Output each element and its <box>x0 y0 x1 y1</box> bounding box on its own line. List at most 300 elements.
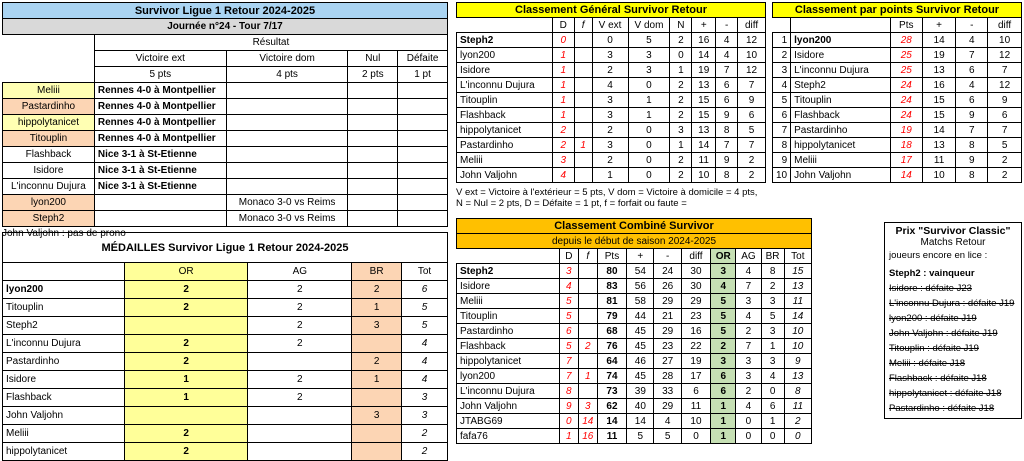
cell-pts: 64 <box>597 354 626 369</box>
cell-moins: 8 <box>716 168 738 183</box>
cell-tot: 4 <box>402 371 448 389</box>
cell-tot: 11 <box>784 294 811 309</box>
cell-plus: 44 <box>627 309 654 324</box>
cell-moins: 29 <box>654 324 681 339</box>
col-ag: AG <box>736 249 761 264</box>
prix-eliminated-item: Meliii : défaite J18 <box>889 358 966 369</box>
cell-moins: 7 <box>956 48 988 63</box>
table-row <box>457 264 812 279</box>
col-vdom: V dom <box>628 18 670 33</box>
pick-def <box>398 99 448 115</box>
player-pick: Nice 3-1 à St-Etienne <box>94 147 226 163</box>
cell-br: 1 <box>352 299 402 317</box>
classement-general-panel <box>456 2 766 209</box>
player-name: hippolytanicet <box>457 354 560 369</box>
player-name: Flashback <box>3 147 95 163</box>
cell-or: 5 <box>711 324 736 339</box>
table-row <box>3 389 448 407</box>
table-row <box>773 93 1022 108</box>
cell-vdom: 3 <box>628 48 670 63</box>
table-row <box>457 309 812 324</box>
cell-ag: 0 <box>736 429 761 444</box>
cell-br: 3 <box>761 294 784 309</box>
cell-d: 3 <box>552 153 574 168</box>
cell-ag: 7 <box>736 279 761 294</box>
cell-pts: 24 <box>890 93 922 108</box>
cell-d: 6 <box>559 324 578 339</box>
pick-nul <box>348 147 398 163</box>
cell-tot: 14 <box>784 309 811 324</box>
prix-eliminated-item: John Valjohn : défaite J19 <box>889 328 998 339</box>
table-row <box>773 78 1022 93</box>
rank: 6 <box>773 108 791 123</box>
pick-nul <box>348 163 398 179</box>
col-moins: - <box>956 18 988 33</box>
cell-br: 3 <box>352 407 402 425</box>
cell-vext: 3 <box>592 108 628 123</box>
player-name: lyon200 <box>457 369 560 384</box>
cell-d: 5 <box>559 339 578 354</box>
cell-plus: 40 <box>627 399 654 414</box>
cell-ag: 3 <box>736 294 761 309</box>
cell-moins: 21 <box>654 309 681 324</box>
table-row <box>773 48 1022 63</box>
player-name: L'inconnu Dujura <box>3 335 125 353</box>
cell-tot: 15 <box>784 264 811 279</box>
classement-points-panel <box>772 2 1022 183</box>
cell-diff: 5 <box>988 138 1022 153</box>
cell-plus: 46 <box>627 354 654 369</box>
cell-tot: 2 <box>784 414 811 429</box>
cell-ag: 3 <box>736 354 761 369</box>
cell-pts: 18 <box>890 138 922 153</box>
cell-tot: 2 <box>402 425 448 443</box>
cell-d: 1 <box>552 93 574 108</box>
table-row <box>3 179 448 195</box>
cell-d: 1 <box>552 48 574 63</box>
cell-plus: 13 <box>692 123 716 138</box>
pts-defaite: 1 pt <box>398 67 448 83</box>
cell-moins: 6 <box>716 93 738 108</box>
cell-diff: 6 <box>681 384 710 399</box>
col-plus: + <box>692 18 716 33</box>
table-row <box>457 399 812 414</box>
pick-nul <box>348 179 398 195</box>
col-moins: - <box>716 18 738 33</box>
cell-plus: 11 <box>922 153 956 168</box>
player-pick: Nice 3-1 à St-Etienne <box>94 163 226 179</box>
cell-f: 1 <box>578 369 597 384</box>
cell-diff: 16 <box>681 324 710 339</box>
cell-moins: 5 <box>654 429 681 444</box>
col-diff: diff <box>681 249 710 264</box>
cell-moins: 7 <box>716 63 738 78</box>
classement-points-table <box>772 2 1022 183</box>
cell-diff: 7 <box>988 63 1022 78</box>
cell-plus: 19 <box>922 48 956 63</box>
survivor-footer-note: John Valjohn : pas de prono <box>2 228 126 239</box>
cell-or: 1 <box>711 414 736 429</box>
player-name: fafa76 <box>457 429 560 444</box>
pick-def <box>398 147 448 163</box>
col-empty <box>791 18 891 33</box>
rank: 1 <box>773 33 791 48</box>
table-row <box>3 353 448 371</box>
cell-diff: 7 <box>988 123 1022 138</box>
player-name: L'inconnu Dujura <box>457 384 560 399</box>
player-name: lyon200 <box>791 33 891 48</box>
cell-moins: 33 <box>654 384 681 399</box>
cell-or: 2 <box>124 443 248 461</box>
player-name: Meliii <box>457 294 560 309</box>
cell-plus: 13 <box>922 63 956 78</box>
pick-dom <box>226 163 348 179</box>
table-row <box>773 33 1022 48</box>
player-name: hippolytanicet <box>3 115 95 131</box>
cell-plus: 5 <box>627 429 654 444</box>
cell-vdom: 3 <box>628 63 670 78</box>
cell-n: 3 <box>670 123 692 138</box>
cell-moins: 6 <box>956 63 988 78</box>
table-row <box>457 219 812 234</box>
cell-diff: 9 <box>738 93 766 108</box>
cell-br <box>352 389 402 407</box>
cell-tot: 3 <box>402 389 448 407</box>
pick-nul <box>348 211 398 227</box>
table-row <box>3 211 448 227</box>
prix-eliminated-item: hippolytanicet : défaite J18 <box>889 388 1002 399</box>
cell-pts: 19 <box>890 123 922 138</box>
classement-combine-table <box>456 218 812 444</box>
cell-f <box>574 153 592 168</box>
rank: 3 <box>773 63 791 78</box>
cell-moins: 9 <box>716 153 738 168</box>
cell-pts: 14 <box>597 414 626 429</box>
cell-diff: 19 <box>681 354 710 369</box>
player-name: Steph2 <box>3 211 95 227</box>
col-br: BR <box>761 249 784 264</box>
cell-pts: 14 <box>890 168 922 183</box>
cell-diff: 30 <box>681 279 710 294</box>
table-row <box>3 51 448 67</box>
cell-f: 16 <box>578 429 597 444</box>
cell-d: 9 <box>559 399 578 414</box>
cell-f <box>578 384 597 399</box>
cell-plus: 14 <box>692 48 716 63</box>
cell-plus: 10 <box>922 168 956 183</box>
cell-ag: 2 <box>248 299 352 317</box>
cell-f: 2 <box>578 339 597 354</box>
cell-diff: 6 <box>738 108 766 123</box>
cell-vext: 2 <box>592 123 628 138</box>
table-row <box>457 123 766 138</box>
prix-note: joueurs encore en lice : <box>889 250 988 261</box>
col-diff: diff <box>988 18 1022 33</box>
cell-or: 2 <box>124 299 248 317</box>
cell-br <box>352 443 402 461</box>
cell-diff: 10 <box>988 33 1022 48</box>
cell-tot: 13 <box>784 279 811 294</box>
cell-br: 0 <box>761 429 784 444</box>
player-name: hippolytanicet <box>457 123 553 138</box>
pick-nul <box>348 195 398 211</box>
table-row <box>3 67 448 83</box>
player-name: Isidore <box>791 48 891 63</box>
cell-diff: 2 <box>988 168 1022 183</box>
survivor-title: Survivor Ligue 1 Retour 2024-2025 <box>3 3 448 19</box>
cell-d: 0 <box>552 33 574 48</box>
cell-moins: 9 <box>956 108 988 123</box>
table-row <box>457 234 812 249</box>
table-row <box>3 425 448 443</box>
cell-moins: 8 <box>956 138 988 153</box>
cell-d: 5 <box>559 294 578 309</box>
cell-tot: 5 <box>402 317 448 335</box>
cell-vext: 0 <box>592 33 628 48</box>
cell-diff: 9 <box>988 93 1022 108</box>
pick-nul <box>348 115 398 131</box>
cell-plus: 10 <box>692 168 716 183</box>
cell-vext: 1 <box>592 168 628 183</box>
cell-f: 14 <box>578 414 597 429</box>
col-rank <box>773 18 791 33</box>
table-row <box>457 354 812 369</box>
col-pts: Pts <box>597 249 626 264</box>
cell-plus: 45 <box>627 324 654 339</box>
col-nul: Nul <box>348 51 398 67</box>
table-row <box>457 3 766 18</box>
table-row <box>3 115 448 131</box>
player-name: Meliii <box>791 153 891 168</box>
pick-nul <box>348 99 398 115</box>
cell-br: 2 <box>352 281 402 299</box>
survivor-panel <box>2 2 448 239</box>
cell-moins: 8 <box>956 168 988 183</box>
pts-victoire-ext: 5 pts <box>94 67 226 83</box>
cell-ag: 4 <box>736 264 761 279</box>
cell-moins: 6 <box>716 78 738 93</box>
cell-or: 6 <box>711 384 736 399</box>
cell-d: 7 <box>559 369 578 384</box>
cell-or: 3 <box>711 264 736 279</box>
col-d: D <box>559 249 578 264</box>
col-pts: Pts <box>890 18 922 33</box>
player-name: Titouplin <box>3 299 125 317</box>
player-name: Meliii <box>3 83 95 99</box>
cell-vext: 2 <box>592 63 628 78</box>
cell-f <box>574 33 592 48</box>
cell-vdom: 5 <box>628 33 670 48</box>
cell-or: 1 <box>124 371 248 389</box>
player-pick: Nice 3-1 à St-Etienne <box>94 179 226 195</box>
cell-ag: 2 <box>736 384 761 399</box>
cell-br: 3 <box>761 324 784 339</box>
pick-def <box>398 83 448 99</box>
rank: 5 <box>773 93 791 108</box>
cell-d: 7 <box>559 354 578 369</box>
cell-tot: 3 <box>402 407 448 425</box>
medals-title: MÉDAILLES Survivor Ligue 1 Retour 2024-2025 <box>3 233 448 263</box>
cell-plus: 39 <box>627 384 654 399</box>
prix-eliminated-item: Flashback : défaite J18 <box>889 373 987 384</box>
cell-plus: 16 <box>922 78 956 93</box>
cell-n: 1 <box>670 63 692 78</box>
player-pick: Rennes 4-0 à Montpellier <box>94 99 226 115</box>
player-name: John Valjohn <box>3 407 125 425</box>
cell-ag <box>248 407 352 425</box>
player-name: Steph2 <box>457 33 553 48</box>
cell-f <box>578 294 597 309</box>
medailles-table <box>2 232 448 461</box>
cell-d: 4 <box>552 168 574 183</box>
table-row <box>457 138 766 153</box>
player-name: lyon200 <box>3 281 125 299</box>
cell-moins: 7 <box>716 138 738 153</box>
cell-diff: 30 <box>681 264 710 279</box>
cell-ag: 4 <box>736 309 761 324</box>
player-name: Flashback <box>3 389 125 407</box>
player-name: Meliii <box>457 153 553 168</box>
player-name: John Valjohn <box>791 168 891 183</box>
cell-or: 2 <box>124 425 248 443</box>
cell-f: 1 <box>574 138 592 153</box>
cell-moins: 9 <box>716 108 738 123</box>
pick-dom <box>226 131 348 147</box>
cell-moins: 9 <box>956 153 988 168</box>
rank: 4 <box>773 78 791 93</box>
cell-moins: 24 <box>654 264 681 279</box>
prix-eliminated-item: lyon200 : défaite J19 <box>889 313 977 324</box>
cell-f <box>574 48 592 63</box>
table-row <box>457 249 812 264</box>
player-name: hippolytanicet <box>791 138 891 153</box>
cell-moins: 23 <box>654 339 681 354</box>
cell-f <box>574 78 592 93</box>
col-tot: Tot <box>402 263 448 281</box>
table-row <box>3 99 448 115</box>
prix-survivor-classic-panel <box>884 222 1022 419</box>
pts-nul: 2 pts <box>348 67 398 83</box>
cell-moins: 29 <box>654 399 681 414</box>
player-name: lyon200 <box>457 48 553 63</box>
survivor-journee: Journée n°24 - Tour 7/17 <box>3 19 448 35</box>
cell-or: 5 <box>711 309 736 324</box>
cell-plus: 15 <box>692 93 716 108</box>
player-name: John Valjohn <box>457 399 560 414</box>
col-victoire-ext: Victoire ext <box>94 51 226 67</box>
cell-ag: 4 <box>736 399 761 414</box>
cell-vext: 3 <box>592 48 628 63</box>
points-title: Classement par points Survivor Retour <box>773 3 1022 18</box>
cell-n: 2 <box>670 153 692 168</box>
player-name: Steph2 <box>3 317 125 335</box>
cell-or: 1 <box>124 389 248 407</box>
table-row <box>3 19 448 35</box>
cell-diff: 5 <box>738 123 766 138</box>
cell-diff: 12 <box>738 33 766 48</box>
survivor-table <box>2 2 448 227</box>
cell-plus: 14 <box>922 123 956 138</box>
cell-br <box>352 425 402 443</box>
pick-def <box>398 179 448 195</box>
cell-n: 2 <box>670 93 692 108</box>
pick-nul <box>348 83 398 99</box>
table-row <box>773 153 1022 168</box>
cell-tot: 5 <box>402 299 448 317</box>
cell-f <box>574 168 592 183</box>
cell-tot: 6 <box>402 281 448 299</box>
cell-ag: 2 <box>248 317 352 335</box>
cell-plus: 11 <box>692 153 716 168</box>
pick-dom <box>226 83 348 99</box>
cell-ag: 3 <box>736 369 761 384</box>
cell-or <box>124 317 248 335</box>
cell-ag <box>248 353 352 371</box>
pts-victoire-dom: 4 pts <box>226 67 348 83</box>
player-name: Titouplin <box>457 93 553 108</box>
prix-winner: Steph2 : vainqueur <box>889 268 975 279</box>
pick-def <box>398 115 448 131</box>
table-row <box>773 138 1022 153</box>
cell-tot: 10 <box>784 324 811 339</box>
cell-pts: 73 <box>597 384 626 399</box>
pick-dom <box>226 115 348 131</box>
table-row <box>3 263 448 281</box>
col-br: BR <box>352 263 402 281</box>
table-row <box>773 18 1022 33</box>
col-defaite: Défaite <box>398 51 448 67</box>
cell-f <box>578 279 597 294</box>
cell-pts: 68 <box>597 324 626 339</box>
table-row <box>773 108 1022 123</box>
cell-d: 1 <box>559 429 578 444</box>
table-row <box>457 78 766 93</box>
cell-ag: 0 <box>736 414 761 429</box>
table-row <box>457 63 766 78</box>
cell-br: 3 <box>761 354 784 369</box>
pick-dom: Monaco 3-0 vs Reims <box>226 195 348 211</box>
cell-moins: 27 <box>654 354 681 369</box>
cell-plus: 15 <box>692 108 716 123</box>
cell-or: 3 <box>711 354 736 369</box>
table-row <box>457 153 766 168</box>
cell-br: 1 <box>761 414 784 429</box>
spacer-cell <box>3 67 95 83</box>
pick-dom <box>226 147 348 163</box>
cell-diff: 7 <box>738 78 766 93</box>
cell-n: 2 <box>670 33 692 48</box>
rank: 7 <box>773 123 791 138</box>
prix-eliminated-item: Pastardinho : défaite J18 <box>889 403 995 414</box>
cell-plus: 15 <box>922 93 956 108</box>
cell-pts: 28 <box>890 33 922 48</box>
cell-ag: 2 <box>248 281 352 299</box>
player-name: Pastardinho <box>791 123 891 138</box>
player-name: Flashback <box>457 339 560 354</box>
player-pick <box>94 195 226 211</box>
cell-f <box>574 63 592 78</box>
cell-pts: 24 <box>890 108 922 123</box>
player-pick: Rennes 4-0 à Montpellier <box>94 131 226 147</box>
cell-vdom: 0 <box>628 168 670 183</box>
col-tot: Tot <box>784 249 811 264</box>
cell-diff: 12 <box>988 78 1022 93</box>
cell-vdom: 0 <box>628 138 670 153</box>
cell-diff: 23 <box>681 309 710 324</box>
cell-or: 4 <box>711 279 736 294</box>
cell-n: 0 <box>670 48 692 63</box>
table-row <box>457 18 766 33</box>
